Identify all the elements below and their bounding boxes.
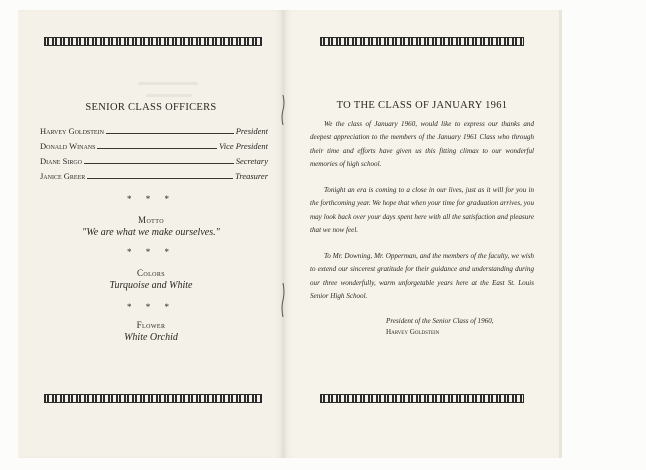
officers-heading: SENIOR CLASS OFFICERS (85, 102, 217, 113)
officer-title: Treasurer (235, 171, 268, 181)
letter-heading: TO THE CLASS OF JANUARY 1961 (336, 100, 508, 111)
letter-paragraph: To Mr. Downing, Mr. Opperman, and the members of the faculty, we wish to extend our sincerest gratitude for their guidance and understanding during our three wonderfully, warm unforgetable years here at the East St. Louis Senior High School. (310, 252, 534, 300)
officer-name: Diane Sirgo (40, 156, 82, 166)
dotted-leader (87, 171, 233, 179)
signature-role: President of the Senior Class of 1960, (386, 317, 494, 325)
decorative-border-top (44, 37, 262, 46)
officer-row (40, 171, 268, 186)
colors-text: Turquoise and White (109, 280, 193, 291)
dotted-leader (97, 141, 217, 149)
officer-row (40, 156, 268, 171)
separator-stars: * * * (127, 302, 175, 312)
officer-name: Janice Greer (40, 171, 86, 181)
staple-top (281, 95, 285, 125)
officer-row (40, 141, 268, 156)
dotted-leader (84, 156, 234, 164)
staple-bottom (281, 283, 285, 317)
letter-paragraph: We the class of January 1960, would like to express our thanks and deepest appreciation to the members of the January 1961 Class who through their time and efforts have given us this fitting climax to our wonderful memories of high school. (310, 120, 534, 168)
officer-title: President (235, 126, 268, 136)
decorative-border-bottom (44, 394, 262, 403)
officer-row (40, 126, 268, 141)
letter-paragraph: Tonight an era is coming to a close in our lives, just as it will for you in the forthcoming year. We hope that when your time for graduation arrives, you may look back over your days spent here with all the satisfaction and pleasure that we now feel. (310, 186, 534, 234)
officer-name: Harvey Goldstein (40, 126, 104, 136)
show-through (146, 94, 192, 97)
motto-label: Motto (138, 215, 164, 225)
right-page (284, 10, 560, 458)
officer-title: Secretary (235, 156, 268, 166)
separator-stars: * * * (127, 194, 175, 204)
officer-name: Donald Winans (40, 141, 96, 151)
show-through (138, 82, 198, 85)
flower-text: White Orchid (124, 332, 178, 343)
decorative-border-bottom (320, 394, 524, 403)
officers-list (40, 126, 268, 186)
separator-stars: * * * (127, 247, 175, 257)
motto-text: "We are what we make ourselves." (82, 227, 220, 238)
officer-title: Vice President (219, 141, 268, 151)
signature-name: Harvey Goldstein (386, 328, 440, 336)
decorative-border-top (320, 37, 524, 46)
left-page (18, 10, 284, 458)
dotted-leader (106, 126, 234, 134)
flower-label: Flower (136, 320, 166, 330)
colors-label: Colors (136, 268, 166, 278)
signature-block (386, 316, 494, 338)
